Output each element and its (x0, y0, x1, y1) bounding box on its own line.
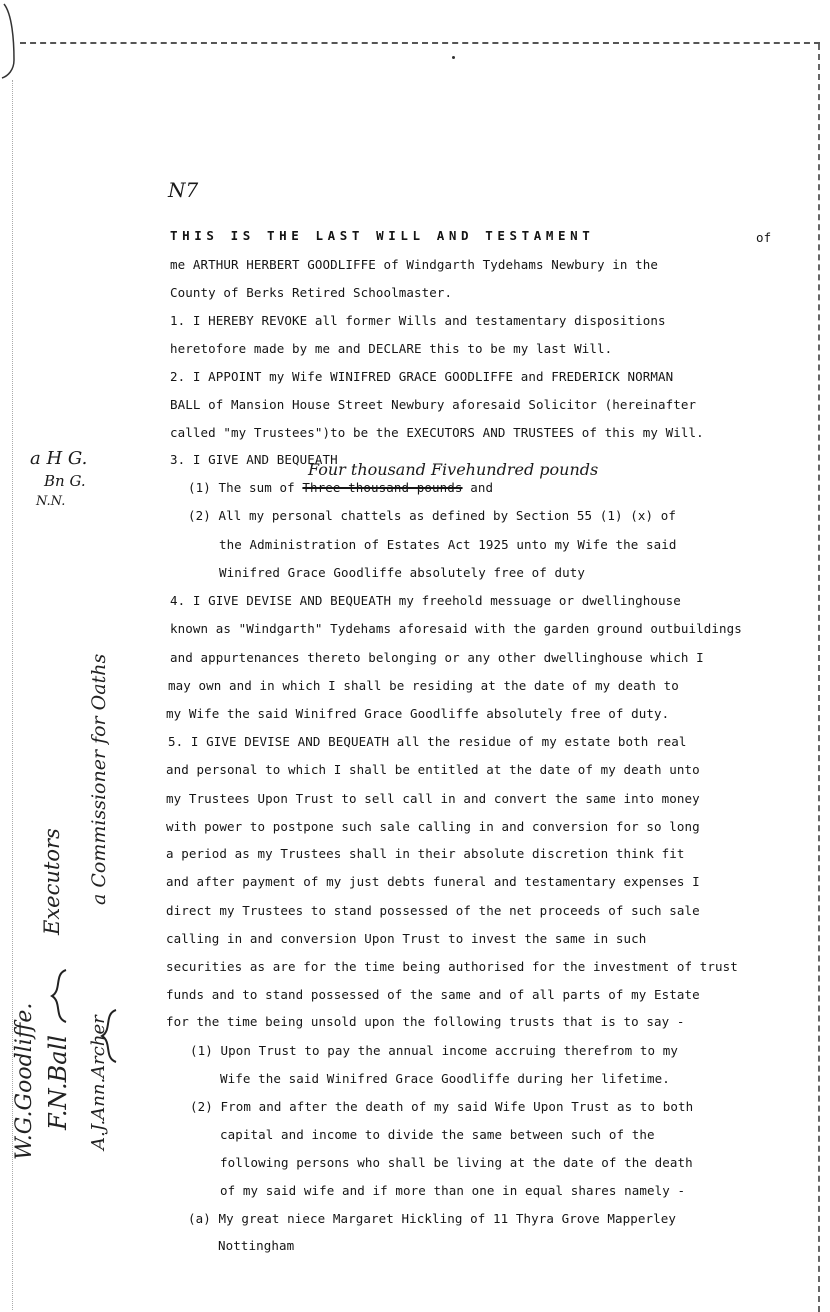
clause-3-item-1-suffix: and (470, 480, 494, 495)
margin-initials-3: N.N. (36, 494, 66, 509)
text-line: (2) All my personal chattels as defined by Section 55 (1) (x) of (188, 508, 677, 523)
text-line: 1. I HEREBY REVOKE all former Wills and testamentary dispositions (170, 313, 666, 328)
signature-braces (40, 960, 130, 1080)
text-line: for the time being unsold upon the following trusts that is to say - (166, 1014, 685, 1029)
text-line: securities as are for the time being authorised for the investment of trust (166, 959, 738, 974)
text-line: my Trustees Upon Trust to sell call in and convert the same into money (166, 791, 700, 806)
reference-number: N7 (168, 178, 199, 202)
clause-3-item-1 (188, 480, 493, 495)
text-line: capital and income to divide the same between such of the (220, 1127, 655, 1142)
text-line: a period as my Trustees shall in their absolute discretion think fit (166, 846, 685, 861)
text-line: Winifred Grace Goodliffe absolutely free of duty (219, 565, 586, 580)
text-line: BALL of Mansion House Street Newbury aforesaid Solicitor (hereinafter (170, 397, 697, 412)
margin-initials-1: a H G. (30, 448, 88, 469)
text-line: me ARTHUR HERBERT GOODLIFFE of Windgarth Tydehams Newbury in the (170, 257, 659, 272)
text-line: following persons who shall be living at the date of the death (220, 1155, 693, 1170)
text-line: 3. I GIVE AND BEQUEATH (170, 452, 338, 467)
label-executors: Executors (40, 828, 64, 935)
text-line: may own and in which I shall be residing at the date of my death to (168, 678, 679, 693)
text-line: known as "Windgarth" Tydehams aforesaid with the garden ground outbuildings (170, 621, 742, 636)
text-line: (1) Upon Trust to pay the annual income accruing therefrom to my (190, 1043, 679, 1058)
text-line: and appurtenances thereto belonging or any other dwellinghouse which I (170, 650, 704, 665)
text-line: (a) My great niece Margaret Hickling of 11 Thyra Grove Mapperley (188, 1211, 677, 1226)
text-line: Wife the said Winifred Grace Goodliffe during her lifetime. (220, 1071, 670, 1086)
signature-commissioner: A.J.Ann.Archer (88, 1015, 109, 1150)
text-line: calling in and conversion Upon Trust to invest the same in such (166, 931, 647, 946)
corner-bracket-mark (0, 0, 22, 80)
will-title: THIS IS THE LAST WILL AND TESTAMENT (170, 228, 595, 243)
text-line: of my said wife and if more than one in equal shares namely - (220, 1183, 686, 1198)
text-line: (2) From and after the death of my said Wife Upon Trust as to both (190, 1099, 694, 1114)
text-line: 2. I APPOINT my Wife WINIFRED GRACE GOODLIFFE and FREDERICK NORMAN (170, 369, 674, 384)
label-commissioner: a Commissioner for Oaths (88, 653, 110, 905)
margin-initials-2: Bn G. (44, 472, 86, 490)
signature-testator: W.G.Goodliffe. (12, 1002, 37, 1160)
text-line: 5. I GIVE DEVISE AND BEQUEATH all the residue of my estate both real (168, 734, 687, 749)
punch-dot (452, 56, 455, 59)
text-line: heretofore made by me and DECLARE this to be my last Will. (170, 341, 613, 356)
text-line: my Wife the said Winifred Grace Goodliffe absolutely free of duty. (166, 706, 670, 721)
will-title-of: of (756, 230, 772, 245)
struck-amount: Three thousand pounds (302, 480, 463, 495)
text-line: and after payment of my just debts funeral and testamentary expenses I (166, 874, 700, 889)
handwritten-amendment: Four thousand Fivehundred pounds (308, 460, 599, 479)
text-line: called "my Trustees")to be the EXECUTORS AND TRUSTEES of this my Will. (170, 425, 704, 440)
signature-trustee: F.N.Ball (44, 1035, 72, 1130)
text-line: direct my Trustees to stand possessed of the net proceeds of such sale (166, 903, 700, 918)
text-line: the Administration of Estates Act 1925 unto my Wife the said (219, 537, 677, 552)
text-line: funds and to stand possessed of the same and of all parts of my Estate (166, 987, 700, 1002)
page-border-top (20, 42, 820, 44)
text-line: County of Berks Retired Schoolmaster. (170, 285, 453, 300)
clause-3-item-1-prefix: (1) The sum of (188, 480, 295, 495)
text-line: with power to postpone such sale calling in and conversion for so long (166, 819, 700, 834)
text-line: and personal to which I shall be entitled at the date of my death unto (166, 762, 700, 777)
text-line: Nottingham (218, 1238, 295, 1253)
text-line: 4. I GIVE DEVISE AND BEQUEATH my freehold messuage or dwellinghouse (170, 593, 681, 608)
page-border-right (818, 44, 820, 1312)
